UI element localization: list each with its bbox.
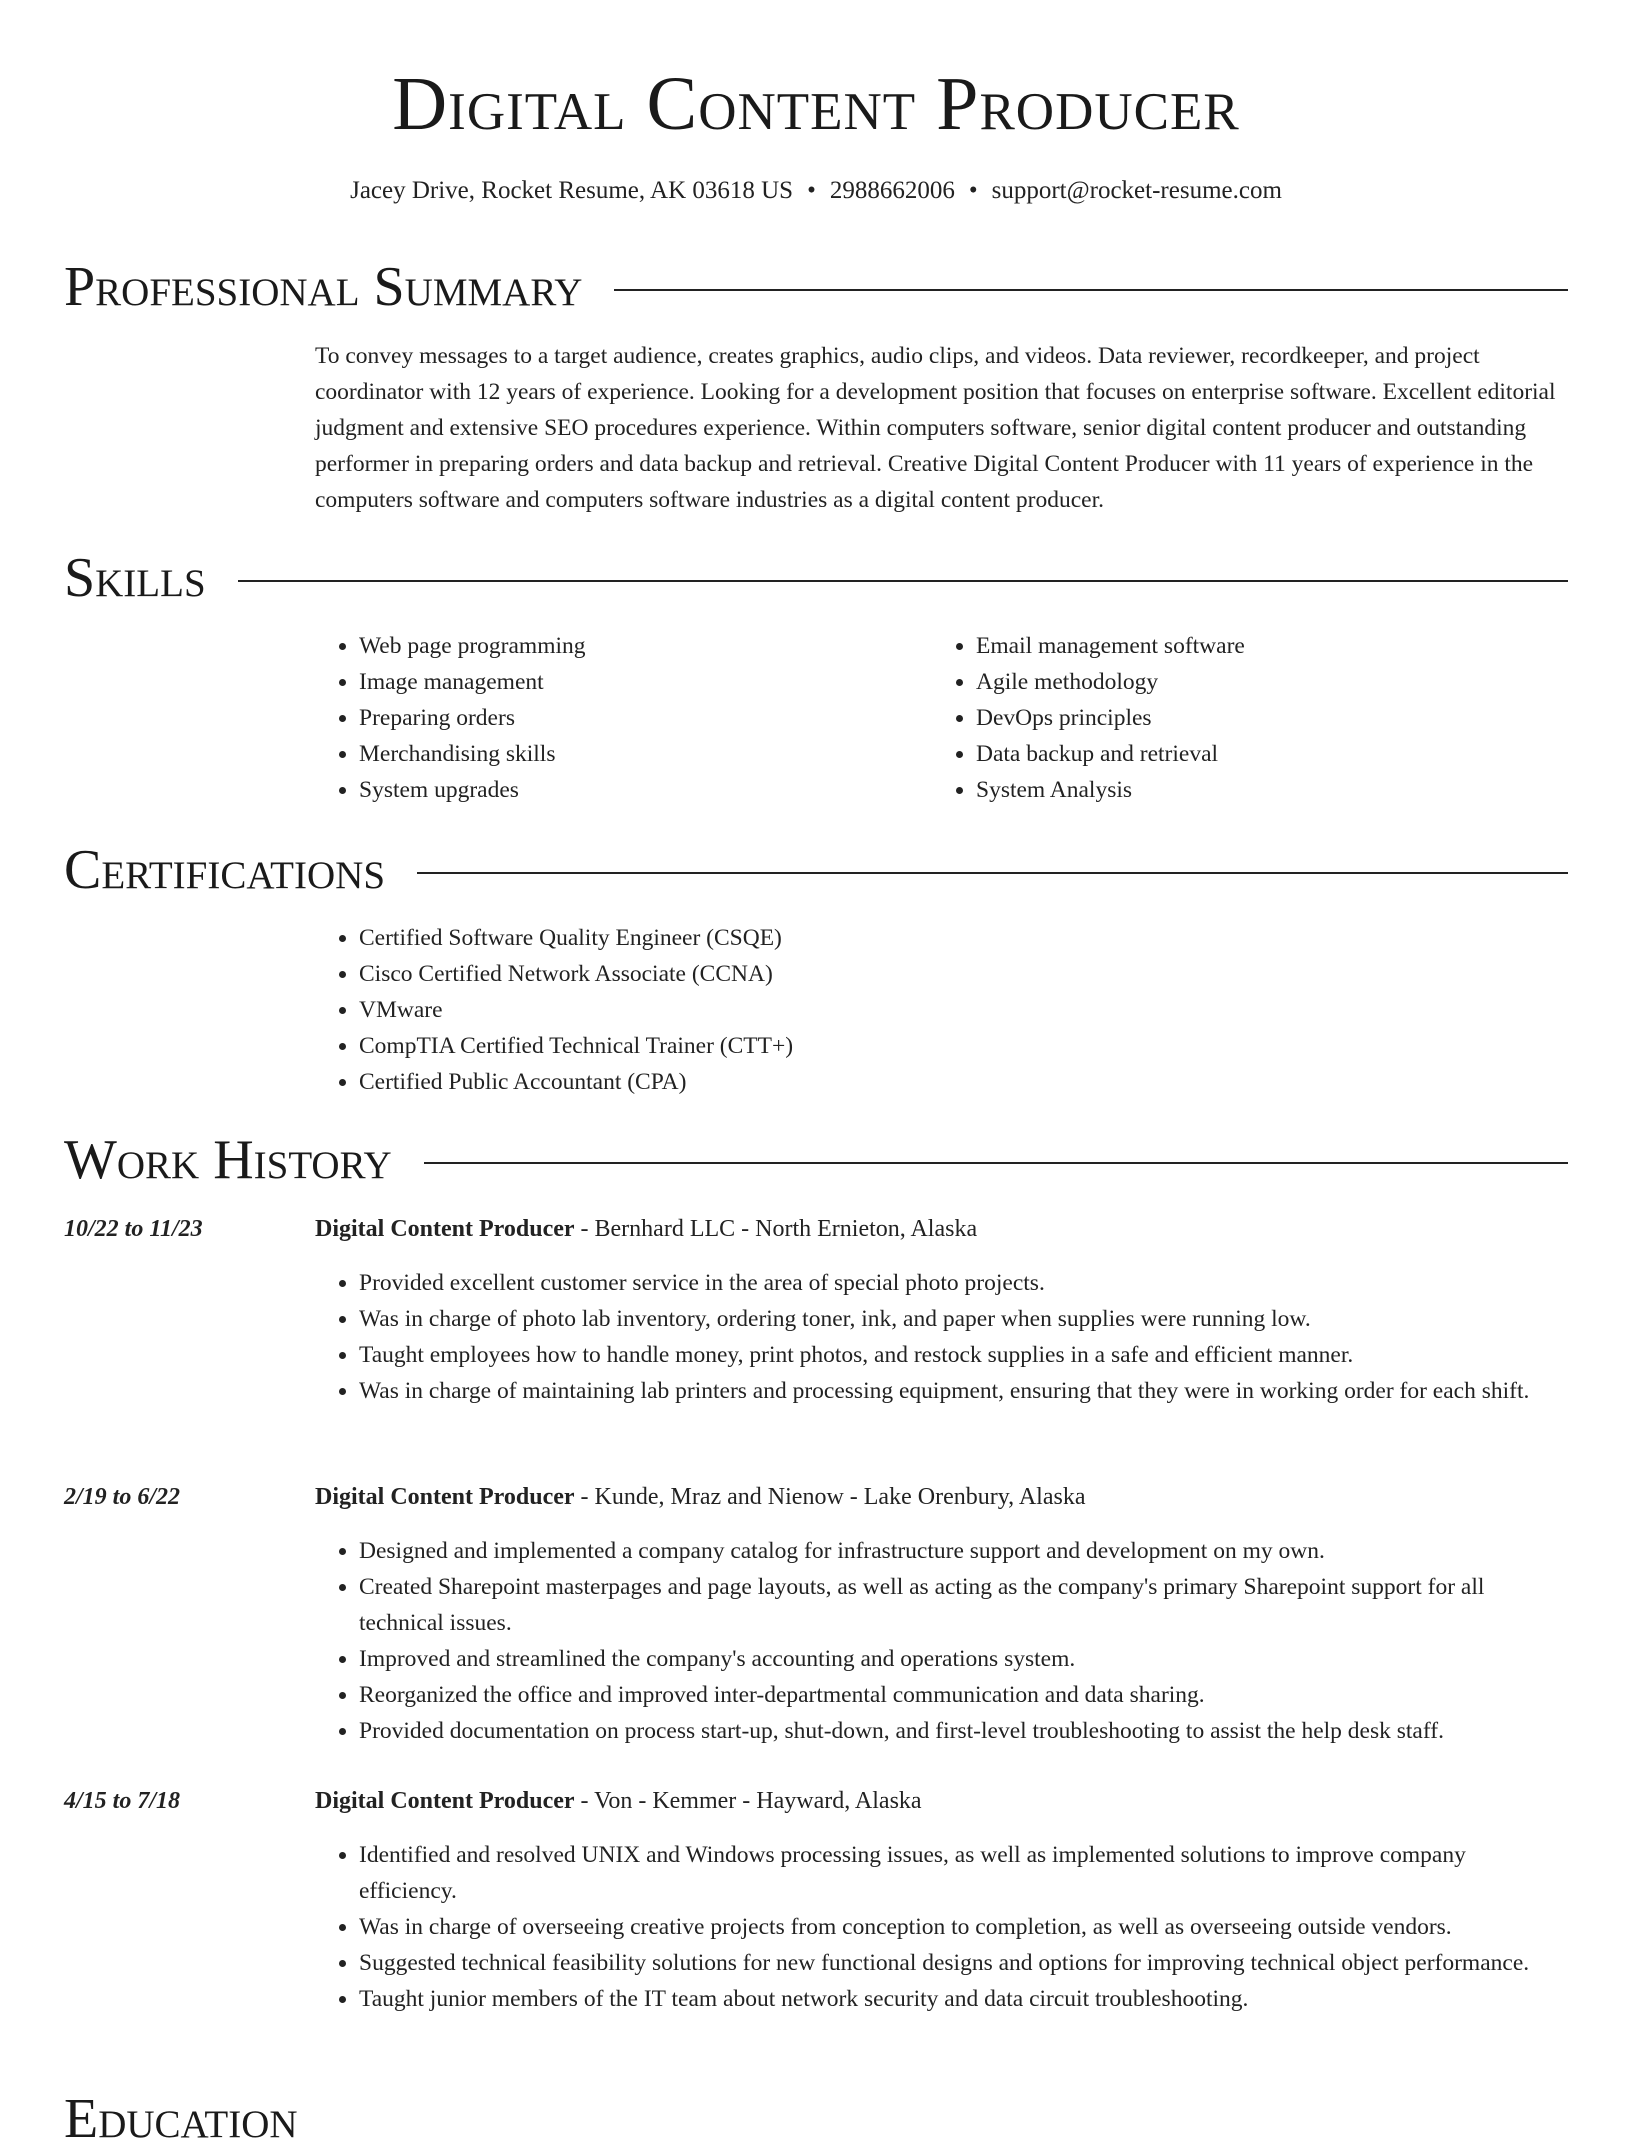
job-heading xyxy=(315,1211,1568,1247)
job-heading xyxy=(315,1783,1568,1819)
skill-item: • System Analysis xyxy=(976,772,1532,808)
job-employer: - Kunde, Mraz and Nienow - Lake Orenbury, Alaska xyxy=(574,1484,1086,1510)
job-duties xyxy=(315,1265,1568,1409)
job-duty-item: • Designed and implemented a company catalog for infrastructure support and development on my own. xyxy=(359,1533,1568,1569)
resume-title: Digital Content Producer xyxy=(392,62,1240,146)
contact-email: support@rocket-resume.com xyxy=(991,177,1282,204)
certifications-section-header xyxy=(64,835,1568,905)
education-section-title: Education xyxy=(64,2088,298,2150)
skill-item: • Data backup and retrieval xyxy=(976,736,1532,772)
skill-item: • Web page programming xyxy=(359,628,915,664)
skill-item: • DevOps principles xyxy=(976,700,1532,736)
skill-item: • Email management software xyxy=(976,628,1532,664)
job-duty-item: • Suggested technical feasibility solutions for new functional designs and options for improving technical object performance. xyxy=(359,1945,1568,1981)
skill-item: • Image management xyxy=(359,664,915,700)
job-duty-item: • Created Sharepoint masterpages and page layouts, as well as acting as the company's primary Sharepoint support for all technical issues. xyxy=(359,1569,1568,1641)
job-dates: 4/15 to 7/18 xyxy=(64,1788,181,1814)
section-divider xyxy=(424,1162,1568,1164)
summary-section-header xyxy=(64,252,1568,322)
job-duty-item: • Was in charge of maintaining lab printers and processing equipment, ensuring that they were in working order for each shift. xyxy=(359,1373,1568,1409)
section-divider xyxy=(614,289,1568,291)
skill-item: • System upgrades xyxy=(359,772,915,808)
job-duty-item: • Identified and resolved UNIX and Windows processing issues, as well as implemented solutions to improve company efficiency. xyxy=(359,1837,1568,1909)
job-role: Digital Content Producer xyxy=(315,1788,575,1814)
contact-separator: • xyxy=(968,177,978,204)
certifications-section-title: Certifications xyxy=(64,839,386,901)
job-heading xyxy=(315,1479,1568,1515)
summary-text: To convey messages to a target audience, creates graphics, audio clips, and videos. Data reviewer, recordkeeper, and project coordinator with 12 years of experience. Looking for a development position that focuses on enterprise software. Excellent editorial judgment and extensive SEO procedures experience. Within computers software, senior digital content producer and outstanding performer in preparing orders and data backup and retrieval. Creative Digital Content Producer with 11 years of experience in the computers software and computers software industries as a digital content producer. xyxy=(315,343,1556,513)
job-duty-item: • Provided excellent customer service in the area of special photo projects. xyxy=(359,1265,1568,1301)
skill-item: • Merchandising skills xyxy=(359,736,915,772)
job-duty-item: • Was in charge of overseeing creative projects from conception to completion, as well as overseeing outside vendors. xyxy=(359,1909,1568,1945)
skills-column-left xyxy=(315,628,915,808)
job-duty-item: • Provided documentation on process start-up, shut-down, and first-level troubleshooting to assist the help desk staff. xyxy=(359,1713,1568,1749)
section-divider xyxy=(238,580,1568,582)
job-employer: - Von - Kemmer - Hayward, Alaska xyxy=(574,1788,922,1814)
job-duty-item: • Taught employees how to handle money, print photos, and restock supplies in a safe and efficient manner. xyxy=(359,1337,1568,1373)
skill-item: • Preparing orders xyxy=(359,700,915,736)
certification-item: • Certified Software Quality Engineer (CSQE) xyxy=(359,920,1568,956)
job-duty-item: • Reorganized the office and improved inter-departmental communication and data sharing. xyxy=(359,1677,1568,1713)
certification-item: • Cisco Certified Network Associate (CCNA) xyxy=(359,956,1568,992)
job-duty-item: • Was in charge of photo lab inventory, ordering toner, ink, and paper when supplies were running low. xyxy=(359,1301,1568,1337)
skills-section-title: Skills xyxy=(64,547,206,609)
summary-section-title: Professional Summary xyxy=(64,256,583,318)
skill-item: • Agile methodology xyxy=(976,664,1532,700)
certification-item: • CompTIA Certified Technical Trainer (CTT+) xyxy=(359,1028,1568,1064)
job-dates: 2/19 to 6/22 xyxy=(64,1484,181,1510)
job-duties xyxy=(315,1533,1568,1749)
contact-phone: 2988662006 xyxy=(829,177,955,204)
certification-item: • Certified Public Accountant (CPA) xyxy=(359,1064,1568,1100)
job-dates: 10/22 to 11/23 xyxy=(64,1216,203,1242)
work-section-header xyxy=(64,1125,1568,1195)
certifications-list xyxy=(315,920,1568,1100)
skills-column-right xyxy=(932,628,1532,808)
job-role: Digital Content Producer xyxy=(315,1484,575,1510)
job-duty-item: • Improved and streamlined the company's accounting and operations system. xyxy=(359,1641,1568,1677)
section-divider xyxy=(417,872,1568,874)
contact-line xyxy=(0,174,1632,208)
job-duty-item: • Taught junior members of the IT team about network security and data circuit troubleshooting. xyxy=(359,1981,1568,2017)
certification-item: • VMware xyxy=(359,992,1568,1028)
contact-separator: • xyxy=(807,177,816,204)
job-role: Digital Content Producer xyxy=(315,1216,575,1242)
job-duties xyxy=(315,1837,1568,2017)
skills-section-header xyxy=(64,543,1568,613)
contact-address: Jacey Drive, Rocket Resume, AK 03618 US xyxy=(350,177,794,204)
job-employer: - Bernhard LLC - North Ernieton, Alaska xyxy=(574,1216,978,1242)
work-section-title: Work History xyxy=(64,1129,392,1191)
